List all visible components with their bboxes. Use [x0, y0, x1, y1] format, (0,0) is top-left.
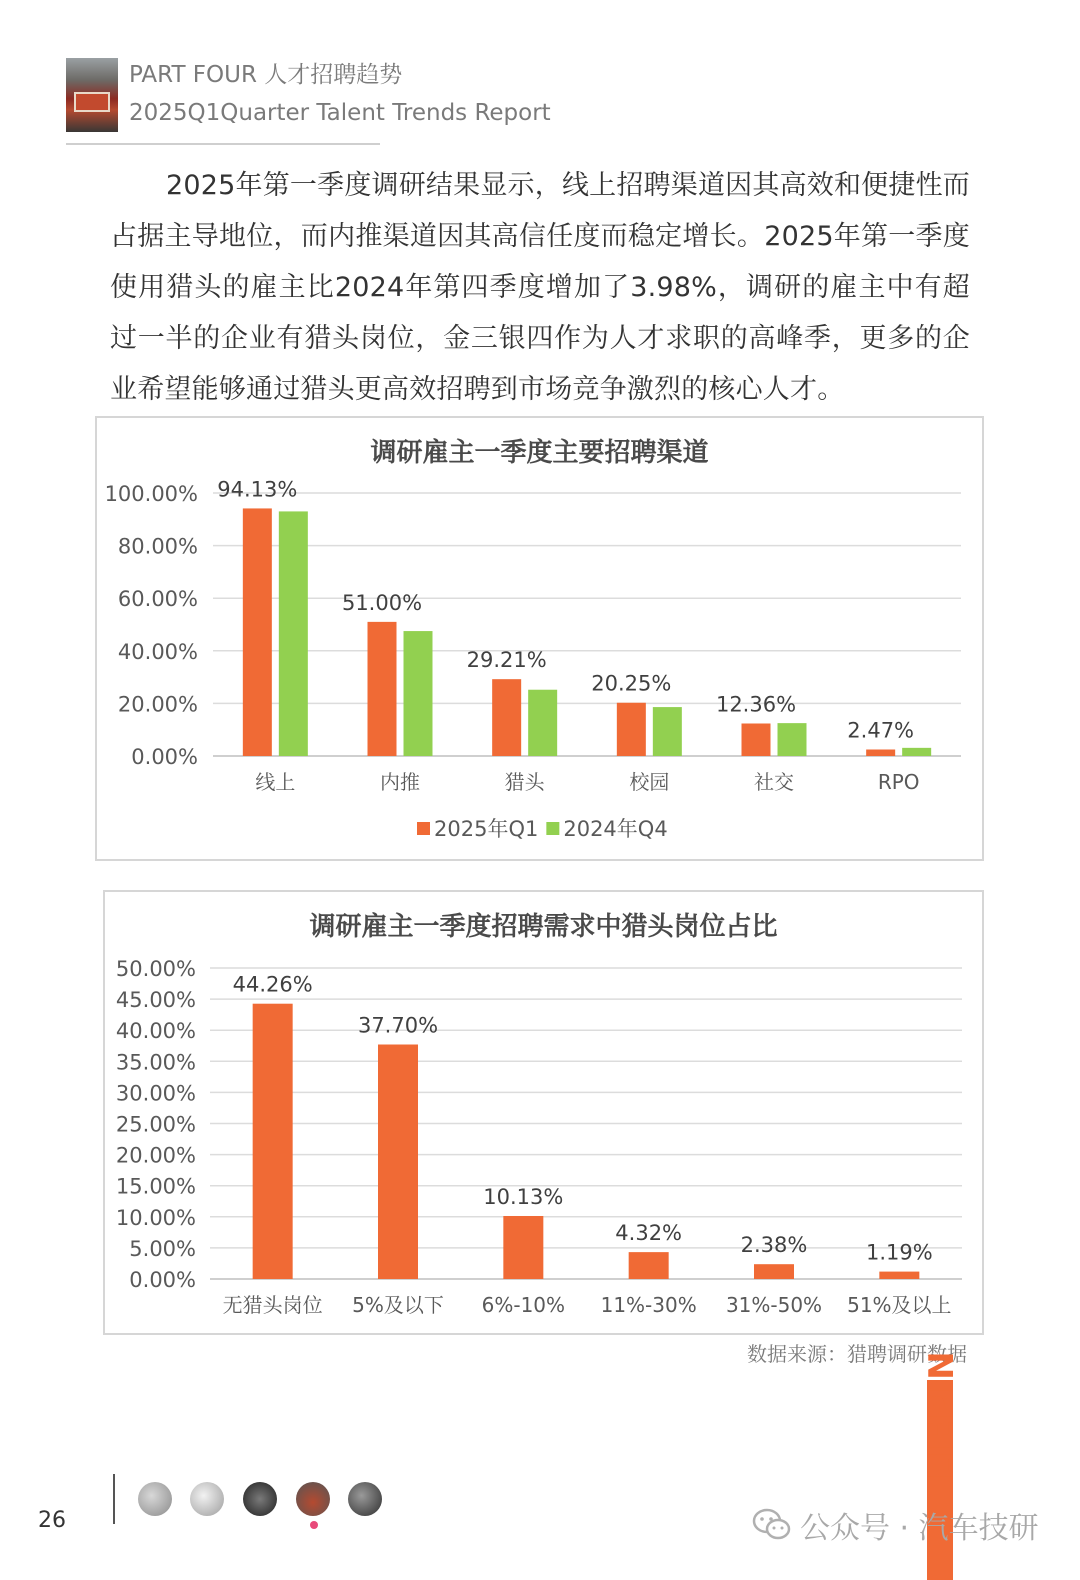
chart-channels [95, 416, 984, 861]
y-tick-label: 20.00% [115, 1143, 196, 1168]
bar [492, 679, 521, 756]
page-number: 26 [38, 1508, 66, 1533]
y-tick-label: 15.00% [115, 1174, 196, 1199]
bar [378, 1045, 418, 1279]
data-label: 20.25% [591, 671, 672, 696]
x-tick-label: 社交 [754, 770, 794, 794]
data-label: 44.26% [232, 972, 313, 997]
y-tick-label: 0.00% [131, 745, 198, 769]
x-tick-label: 31%-50% [725, 1293, 823, 1317]
watermark-text: 公众号 · 汽车技研 [800, 1511, 1039, 1546]
thumbnail-3[interactable] [243, 1482, 277, 1516]
bar [253, 1004, 293, 1279]
bar [528, 690, 557, 756]
chart-channels-plot [97, 418, 982, 859]
chart-title: 调研雇主一季度招聘需求中猎头岗位占比 [309, 912, 778, 942]
y-tick-label: 5.00% [129, 1236, 196, 1261]
data-label: 37.70% [357, 1013, 439, 1038]
thumbnail-4-active[interactable] [296, 1482, 330, 1516]
bar [243, 508, 272, 756]
data-label: 94.13% [217, 477, 298, 502]
y-tick-label: 45.00% [115, 988, 196, 1013]
data-label: 2.38% [740, 1233, 808, 1258]
data-source-note: 数据来源：猎聘调研数据 [747, 1342, 967, 1366]
bar [778, 723, 807, 756]
header-photo [66, 58, 118, 132]
y-tick-label: 20.00% [117, 692, 198, 717]
x-tick-label: 校园 [629, 770, 670, 794]
x-tick-label: 5%及以下 [352, 1293, 444, 1317]
legend-swatch [546, 822, 559, 835]
y-tick-label: 40.00% [115, 1019, 196, 1044]
wechat-icon [752, 1508, 792, 1542]
x-tick-label: 猎头 [504, 770, 545, 794]
chart-title: 调研雇主一季度主要招聘渠道 [370, 438, 709, 468]
bar [629, 1252, 669, 1279]
body-paragraph: 2025年第一季度调研结果显示，线上招聘渠道因其高效和便捷性而占据主导地位，而内推渠道因其高信任度而稳定增长。2025年第一季度使用猎头的雇主比2024年第四季度增加了3.98%，调研的雇主中有超过一半的企业有猎头岗位，金三银四作为人才求职的高峰季，更多的企业希望能够通过猎头更高效招聘到市场竞争激烈的核心人才。 [110, 170, 970, 405]
y-tick-label: 0.00% [129, 1268, 196, 1292]
y-tick-label: 50.00% [115, 957, 196, 981]
x-tick-label: 无猎头岗位 [222, 1293, 323, 1317]
legend-swatch [417, 822, 430, 835]
bar [368, 622, 397, 756]
chart-headhunter-share [103, 890, 984, 1335]
bar [404, 631, 433, 756]
thumbnail-2[interactable] [190, 1482, 224, 1516]
brand-logo-text: LIEPIN [922, 1350, 962, 1480]
bar [742, 723, 771, 756]
y-tick-label: 60.00% [117, 587, 198, 612]
y-tick-label: 35.00% [115, 1050, 196, 1075]
header-divider [66, 143, 380, 145]
legend-label: 2024年Q4 [563, 817, 668, 841]
footer-divider [113, 1474, 115, 1524]
bar [617, 703, 646, 756]
x-tick-label: 内推 [380, 770, 420, 794]
x-tick-label: 51%及以上 [847, 1293, 952, 1317]
y-tick-label: 30.00% [115, 1081, 196, 1106]
y-tick-label: 25.00% [115, 1112, 196, 1137]
data-label: 12.36% [715, 692, 797, 717]
y-tick-label: 10.00% [115, 1205, 196, 1230]
bar [866, 750, 895, 756]
x-tick-label: 6%-10% [481, 1293, 566, 1317]
x-tick-label: 线上 [255, 770, 296, 794]
data-label: 1.19% [865, 1240, 933, 1265]
watermark [752, 1503, 1039, 1547]
y-tick-label: 40.00% [117, 639, 198, 664]
data-label: 4.32% [615, 1221, 683, 1246]
bar [503, 1216, 543, 1279]
section-title: PART FOUR 人才招聘趋势 [129, 62, 403, 88]
active-page-dot [310, 1521, 318, 1529]
legend-label: 2025年Q1 [434, 817, 539, 841]
x-tick-label: RPO [877, 770, 920, 794]
x-tick-label: 11%-30% [600, 1293, 697, 1317]
bar [902, 748, 931, 756]
bar [279, 511, 308, 756]
data-label: 51.00% [341, 590, 423, 615]
data-label: 29.21% [466, 648, 547, 673]
report-title: 2025Q1Quarter Talent Trends Report [129, 100, 551, 126]
bar [653, 707, 682, 756]
chart-headhunter-plot [105, 892, 982, 1333]
thumbnail-5[interactable] [348, 1482, 382, 1516]
data-label: 2.47% [847, 718, 915, 743]
bar [754, 1264, 794, 1279]
thumbnail-1[interactable] [138, 1482, 172, 1516]
y-tick-label: 80.00% [117, 534, 198, 559]
data-label: 10.13% [483, 1184, 564, 1209]
bar [879, 1272, 919, 1279]
y-tick-label: 100.00% [104, 482, 198, 506]
